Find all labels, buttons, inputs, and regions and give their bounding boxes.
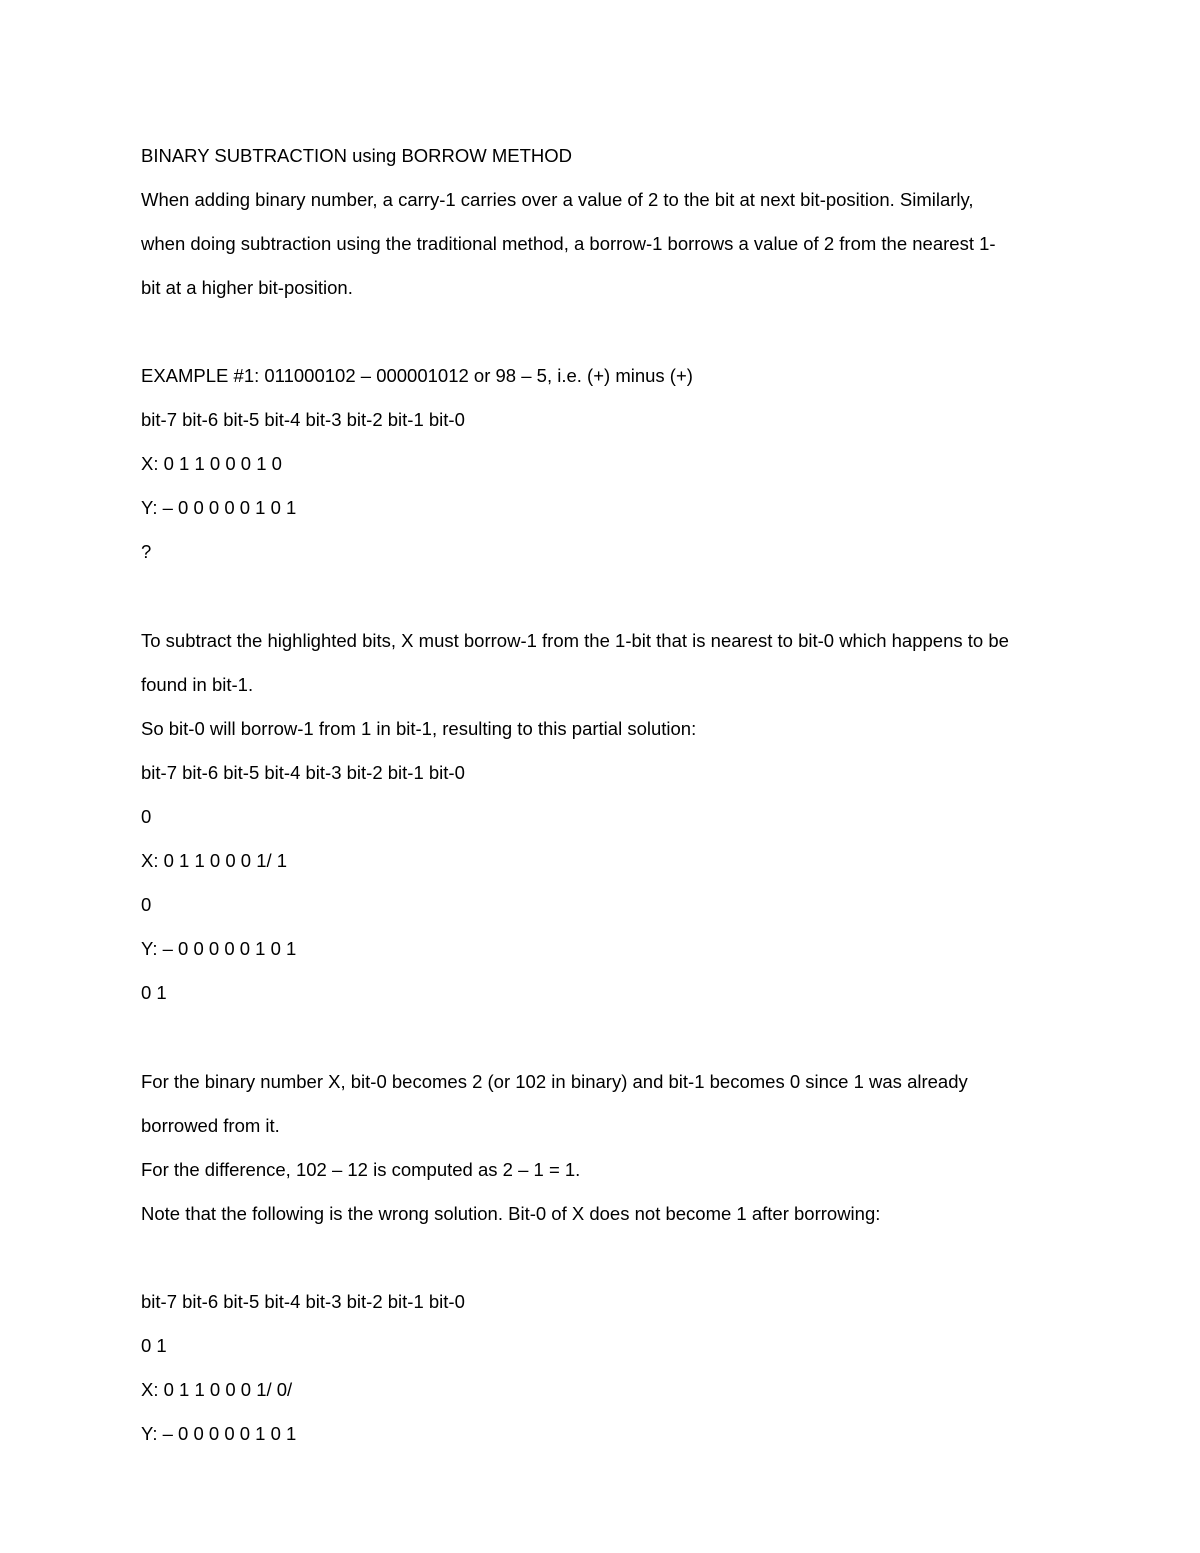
explanation-line: For the difference, 102 – 12 is computed as 2 – 1 = 1.	[141, 1159, 581, 1180]
intro-paragraph-line: When adding binary number, a carry-1 carries over a value of 2 to the bit at next bit-position. Similarly,	[141, 189, 974, 210]
y-row: Y: – 0 0 0 0 0 1 0 1	[141, 497, 297, 518]
intro-paragraph-line: when doing subtraction using the traditional method, a borrow-1 borrows a value of 2 from the nearest 1-	[141, 233, 996, 254]
explanation-line: borrowed from it.	[141, 1115, 280, 1136]
result-row: 0 1	[141, 982, 167, 1003]
x-row: X: 0 1 1 0 0 0 1 0	[141, 453, 282, 474]
bit-header-row: bit-7 bit-6 bit-5 bit-4 bit-3 bit-2 bit-1 bit-0	[141, 1291, 465, 1312]
result-row: ?	[141, 541, 152, 562]
explanation-line: Note that the following is the wrong solution. Bit-0 of X does not become 1 after borrowing:	[141, 1203, 881, 1224]
explanation-line: For the binary number X, bit-0 becomes 2 (or 102 in binary) and bit-1 becomes 0 since 1 was already	[141, 1071, 968, 1092]
bit-header-row: bit-7 bit-6 bit-5 bit-4 bit-3 bit-2 bit-1 bit-0	[141, 409, 465, 430]
borrow-row: 0 1	[141, 1335, 167, 1356]
explanation-line: So bit-0 will borrow-1 from 1 in bit-1, resulting to this partial solution:	[141, 718, 697, 739]
example-heading: EXAMPLE #1: 011000102 – 000001012 or 98 – 5, i.e. (+) minus (+)	[141, 365, 693, 386]
intro-paragraph-line: bit at a higher bit-position.	[141, 277, 353, 298]
borrow-row: 0	[141, 806, 152, 827]
x-row: X: 0 1 1 0 0 0 1/ 1	[141, 850, 288, 871]
y-row: Y: – 0 0 0 0 0 1 0 1	[141, 938, 297, 959]
explanation-line: found in bit-1.	[141, 674, 254, 695]
bit-header-row: bit-7 bit-6 bit-5 bit-4 bit-3 bit-2 bit-1 bit-0	[141, 762, 465, 783]
borrow-row: 0	[141, 894, 152, 915]
y-row: Y: – 0 0 0 0 0 1 0 1	[141, 1423, 297, 1444]
x-row: X: 0 1 1 0 0 0 1/ 0/	[141, 1379, 293, 1400]
document-title: BINARY SUBTRACTION using BORROW METHOD	[141, 145, 573, 166]
explanation-line: To subtract the highlighted bits, X must borrow-1 from the 1-bit that is nearest to bit-0 which happens to be	[141, 630, 1009, 651]
